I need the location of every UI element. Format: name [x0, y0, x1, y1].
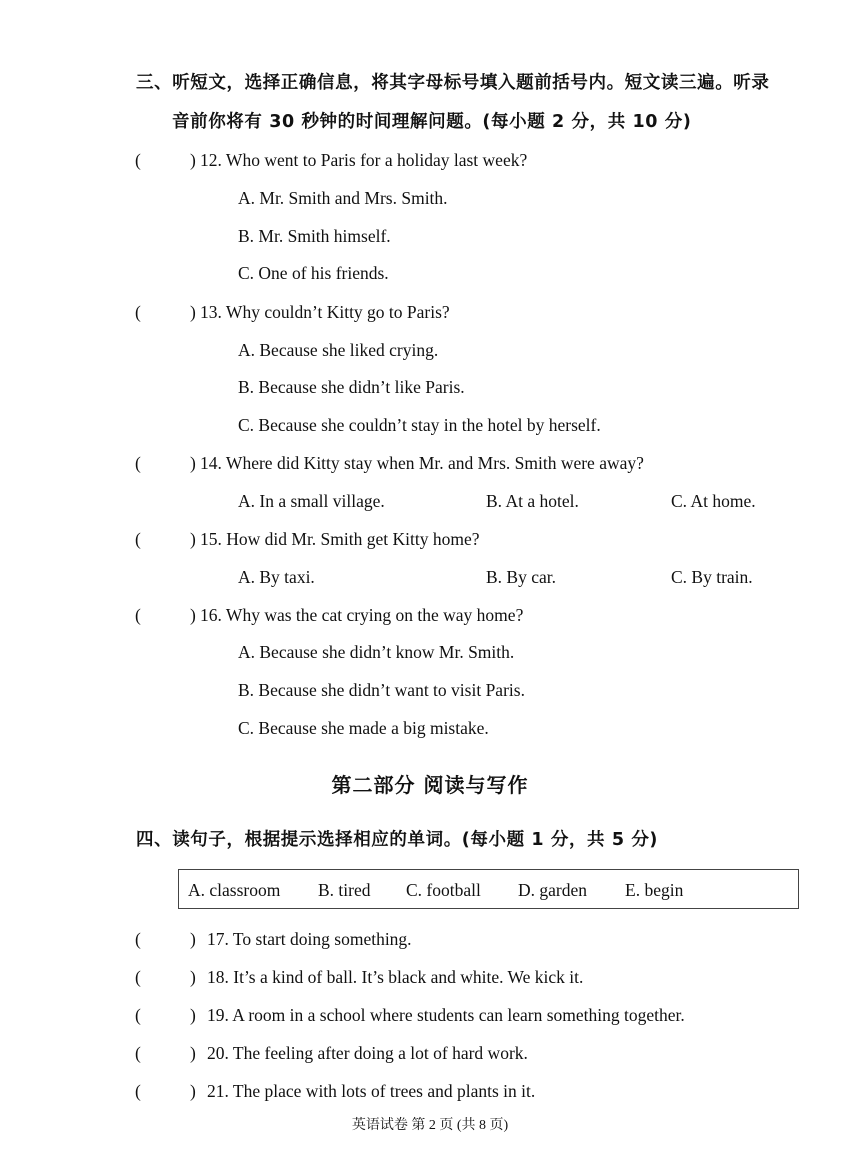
section3-heading-line1: 三、听短文，选择正确信息，将其字母标号填入题前括号内。短文读三遍。听录: [136, 73, 770, 93]
answer-paren-close: ): [190, 302, 196, 322]
answer-paren-open[interactable]: (: [135, 453, 141, 473]
answer-paren-close: ): [190, 529, 196, 549]
answer-paren-close: ): [190, 605, 196, 625]
option-a: A. Because she liked crying.: [238, 340, 439, 360]
answer-paren-open[interactable]: (: [135, 967, 141, 987]
answer-paren-open[interactable]: (: [135, 929, 141, 949]
answer-paren-close: ): [190, 1005, 196, 1025]
option-c: C. By train.: [671, 567, 753, 587]
page-footer: 英语试卷 第 2 页 (共 8 页): [351, 1118, 509, 1133]
question-stem: 21. The place with lots of trees and plants in it.: [207, 1081, 536, 1101]
section4-heading: 四、读句子，根据提示选择相应的单词。(每小题 1 分，共 5 分): [136, 830, 659, 850]
answer-paren-close: ): [190, 453, 196, 473]
word-bank-box: [178, 869, 799, 909]
answer-paren-close: ): [190, 1043, 196, 1063]
option-c: C. Because she made a big mistake.: [238, 718, 489, 738]
word-bank-item: E. begin: [625, 880, 684, 900]
answer-paren-open[interactable]: (: [135, 302, 141, 322]
question-stem: 14. Where did Kitty stay when Mr. and Mrs. Smith were away?: [200, 453, 644, 473]
answer-paren-close: ): [190, 150, 196, 170]
answer-paren-open[interactable]: (: [135, 1005, 141, 1025]
word-bank-item: C. football: [406, 880, 481, 900]
question-stem: 13. Why couldn’t Kitty go to Paris?: [200, 302, 450, 322]
option-b: B. At a hotel.: [486, 491, 579, 511]
option-a: A. Because she didn’t know Mr. Smith.: [238, 642, 515, 662]
answer-paren-close: ): [190, 929, 196, 949]
question-stem: 15. How did Mr. Smith get Kitty home?: [200, 529, 480, 549]
option-b: B. Mr. Smith himself.: [238, 226, 391, 246]
answer-paren-open[interactable]: (: [135, 150, 141, 170]
question-stem: 12. Who went to Paris for a holiday last week?: [200, 150, 528, 170]
option-b: B. Because she didn’t like Paris.: [238, 377, 465, 397]
option-c: C. One of his friends.: [238, 263, 389, 283]
word-bank-item: A. classroom: [188, 880, 281, 900]
answer-paren-open[interactable]: (: [135, 529, 141, 549]
option-c: C. At home.: [671, 491, 756, 511]
section3-heading-line2: 音前你将有 30 秒钟的时间理解问题。(每小题 2 分，共 10 分): [172, 112, 692, 132]
question-stem: 18. It’s a kind of ball. It’s black and white. We kick it.: [207, 967, 584, 987]
answer-paren-open[interactable]: (: [135, 1081, 141, 1101]
answer-paren-open[interactable]: (: [135, 1043, 141, 1063]
word-bank-item: D. garden: [518, 880, 588, 900]
option-b: B. By car.: [486, 567, 556, 587]
option-c: C. Because she couldn’t stay in the hotel by herself.: [238, 415, 601, 435]
part-title: 第二部分 阅读与写作: [331, 773, 529, 797]
answer-paren-close: ): [190, 967, 196, 987]
word-bank-item: B. tired: [318, 880, 371, 900]
question-stem: 17. To start doing something.: [207, 929, 412, 949]
question-stem: 19. A room in a school where students can learn something together.: [207, 1005, 685, 1025]
answer-paren-open[interactable]: (: [135, 605, 141, 625]
question-stem: 20. The feeling after doing a lot of hard work.: [207, 1043, 528, 1063]
option-a: A. By taxi.: [238, 567, 315, 587]
option-a: A. In a small village.: [238, 491, 385, 511]
answer-paren-close: ): [190, 1081, 196, 1101]
option-b: B. Because she didn’t want to visit Paris.: [238, 680, 525, 700]
question-stem: 16. Why was the cat crying on the way home?: [200, 605, 524, 625]
option-a: A. Mr. Smith and Mrs. Smith.: [238, 188, 448, 208]
